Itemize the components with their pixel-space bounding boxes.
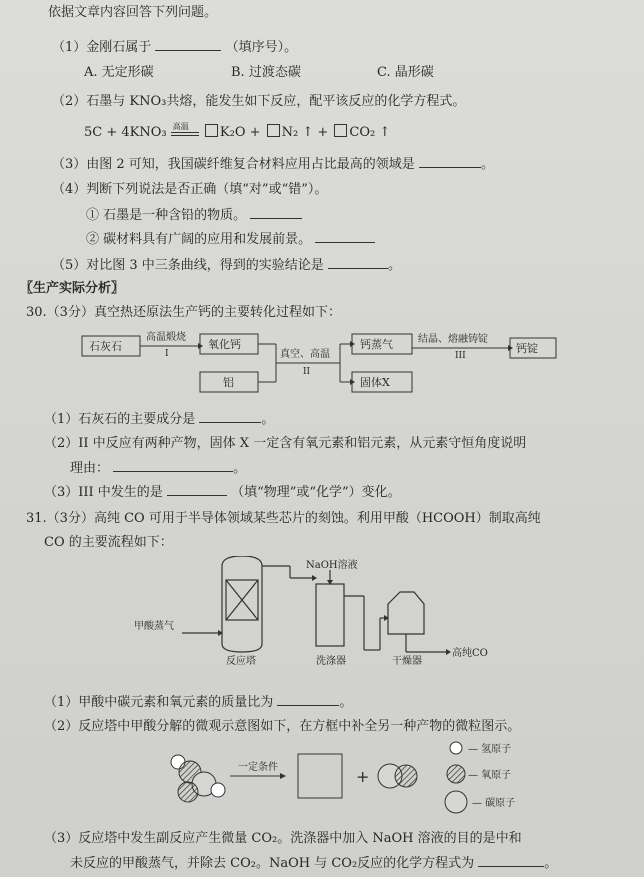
q30-part3-suffix: （填“物理”或“化学”）变化。 xyxy=(231,485,401,500)
q31-part1-label: （1）甲酸中碳元素和氧元素的质量比为 xyxy=(44,695,274,710)
q29-part3-label: （3）由图 2 可知，我国碳纤维复合材料应用占比最高的领域是 xyxy=(52,157,415,172)
label-step3: III xyxy=(455,351,466,361)
q30-stem: 30.（3分）真空热还原法生产钙的主要转化过程如下： xyxy=(26,305,341,320)
q30-part2b-label: 理由： xyxy=(70,461,110,476)
label-naoh: NaOH溶液 xyxy=(306,560,358,571)
label-washer: 洗涤器 xyxy=(316,656,346,666)
reaction-tower xyxy=(222,556,262,652)
label-feed: 甲酸蒸气 xyxy=(134,621,174,632)
label-ingot: 钙锭 xyxy=(516,342,538,355)
q29-option-b: B. 过渡态碳 xyxy=(231,65,301,80)
q31-stem-line1: 31.（3分）高纯 CO 可用于半导体领域某些芯片的刻蚀。利用甲酸（HCOOH）制取高纯 xyxy=(26,511,541,526)
calcium-process-diagram xyxy=(70,326,570,398)
co-oxygen xyxy=(395,765,417,787)
q29-part5-label: （5）对比图 3 中三条曲线，得到的实验结论是 xyxy=(52,258,324,273)
q29-statement2 xyxy=(86,230,375,249)
section-heading: 〖生产实际分析〗 xyxy=(20,281,125,296)
washer xyxy=(316,584,344,646)
equation-term-k2o: K₂O + xyxy=(219,125,261,140)
q29-part5: （5）对比图 3 中三条曲线，得到的实验结论是 。 xyxy=(52,258,401,273)
q30-part1: （1）石灰石的主要成分是 。 xyxy=(44,412,275,427)
label-cool: 结晶、熔融铸锭 xyxy=(418,334,488,345)
q29-part5-blank[interactable] xyxy=(328,256,388,269)
legend-o-icon xyxy=(447,765,465,783)
co-process-diagram xyxy=(130,556,510,666)
q29-option-c: C. 晶形碳 xyxy=(377,65,434,80)
legend-o: — 氧原子 xyxy=(468,770,512,781)
q29-statement2-text: ② 碳材料具有广阔的应用和发展前景。 xyxy=(86,232,312,247)
q30-part2b: 理由： 。 xyxy=(70,461,247,476)
dryer xyxy=(388,592,424,634)
q29-equation xyxy=(84,124,390,142)
label-step1: I xyxy=(165,349,169,359)
q29-statement1-text: ① 石墨是一种含铅的物质。 xyxy=(86,208,247,223)
q29-part1-label: （1）金刚石属于 xyxy=(52,40,152,55)
equation-term-n2: N₂ ↑ + xyxy=(281,125,329,140)
intro-text: 依据文章内容回答下列问题。 xyxy=(48,5,218,20)
micro-schematic xyxy=(160,740,540,818)
label-dryer: 干燥器 xyxy=(392,656,422,666)
coef-box-k2o[interactable] xyxy=(205,124,218,137)
micro-condition: 一定条件 xyxy=(238,762,278,773)
q30-part1-blank[interactable] xyxy=(199,410,261,423)
legend-c: — 碳原子 xyxy=(472,798,516,809)
coef-box-n2[interactable] xyxy=(267,124,280,137)
q30-part2-blank[interactable] xyxy=(113,459,233,472)
q29-statement1-blank[interactable] xyxy=(250,206,302,219)
label-solid-x: 固体X xyxy=(360,376,390,389)
q30-part3-label: （3）III 中发生的是 xyxy=(44,485,163,500)
o-atom-2 xyxy=(178,782,198,802)
h-atom-2 xyxy=(211,783,225,797)
equation-left: 5C + 4KNO₃ xyxy=(84,125,167,140)
q29-statement2-blank[interactable] xyxy=(315,230,375,243)
label-al: 铝 xyxy=(223,376,234,389)
q29-statement1 xyxy=(86,206,302,225)
legend-h-icon xyxy=(450,742,462,754)
label-vacuum: 真空、高温 xyxy=(280,349,330,360)
q30-part3-blank[interactable] xyxy=(167,483,227,496)
q31-part1-blank[interactable] xyxy=(277,693,339,706)
q30-part1-label: （1）石灰石的主要成分是 xyxy=(44,412,196,427)
label-limestone: 石灰石 xyxy=(89,340,122,353)
q29-part3: （3）由图 2 可知，我国碳纤维复合材料应用占比最高的领域是 。 xyxy=(52,157,494,172)
label-cao: 氧化钙 xyxy=(208,338,241,351)
q31-part3-blank[interactable] xyxy=(478,854,544,867)
q31-part1: （1）甲酸中碳元素和氧元素的质量比为 。 xyxy=(44,695,353,710)
answer-box[interactable] xyxy=(298,754,342,798)
q29-part4-label: （4）判断下列说法是否正确（填“对”或“错”）。 xyxy=(52,182,328,197)
q31-stem-line2: CO 的主要流程如下： xyxy=(44,535,173,550)
q30-part3 xyxy=(44,483,401,502)
equation-arrow xyxy=(171,124,199,138)
label-step2: II xyxy=(303,367,311,377)
q31-part3b: 未反应的甲酸蒸气，并除去 CO₂。NaOH 与 CO₂反应的化学方程式为 。 xyxy=(70,856,558,871)
legend-c-icon xyxy=(445,791,467,813)
q31-part2: （2）反应塔中甲酸分解的微观示意图如下，在方框中补全另一种产物的微粒图示。 xyxy=(44,719,521,734)
q30-part2a: （2）II 中反应有两种产物，固体 X 一定含有氧元素和铝元素，从元素守恒角度说明 xyxy=(44,436,527,451)
q29-option-a: A. 无定形碳 xyxy=(84,65,154,80)
q29-part1-suffix: （填序号）。 xyxy=(225,40,298,55)
label-product: 高纯CO xyxy=(452,648,488,659)
q29-part1 xyxy=(52,38,297,57)
label-tower: 反应塔 xyxy=(226,656,256,666)
label-calcine: 高温煅烧 xyxy=(146,332,186,343)
equation-term-co2: CO₂ ↑ xyxy=(349,125,391,140)
q29-part3-blank[interactable] xyxy=(419,155,481,168)
q29-part2-label: （2）石墨与 KNO₃共熔，能发生如下反应，配平该反应的化学方程式。 xyxy=(52,94,466,109)
micro-plus: + xyxy=(356,767,370,786)
label-vapor: 钙蒸气 xyxy=(360,338,393,351)
q29-part1-blank[interactable] xyxy=(155,38,221,51)
coef-box-co2[interactable] xyxy=(334,124,347,137)
q31-part3b-label: 未反应的甲酸蒸气，并除去 CO₂。NaOH 与 CO₂反应的化学方程式为 xyxy=(70,856,475,871)
legend-h: — 氢原子 xyxy=(468,744,512,755)
q31-part3a: （3）反应塔中发生副反应产生微量 CO₂。洗涤器中加入 NaOH 溶液的目的是中和 xyxy=(44,831,522,846)
equation-condition: 高温 xyxy=(172,122,189,131)
